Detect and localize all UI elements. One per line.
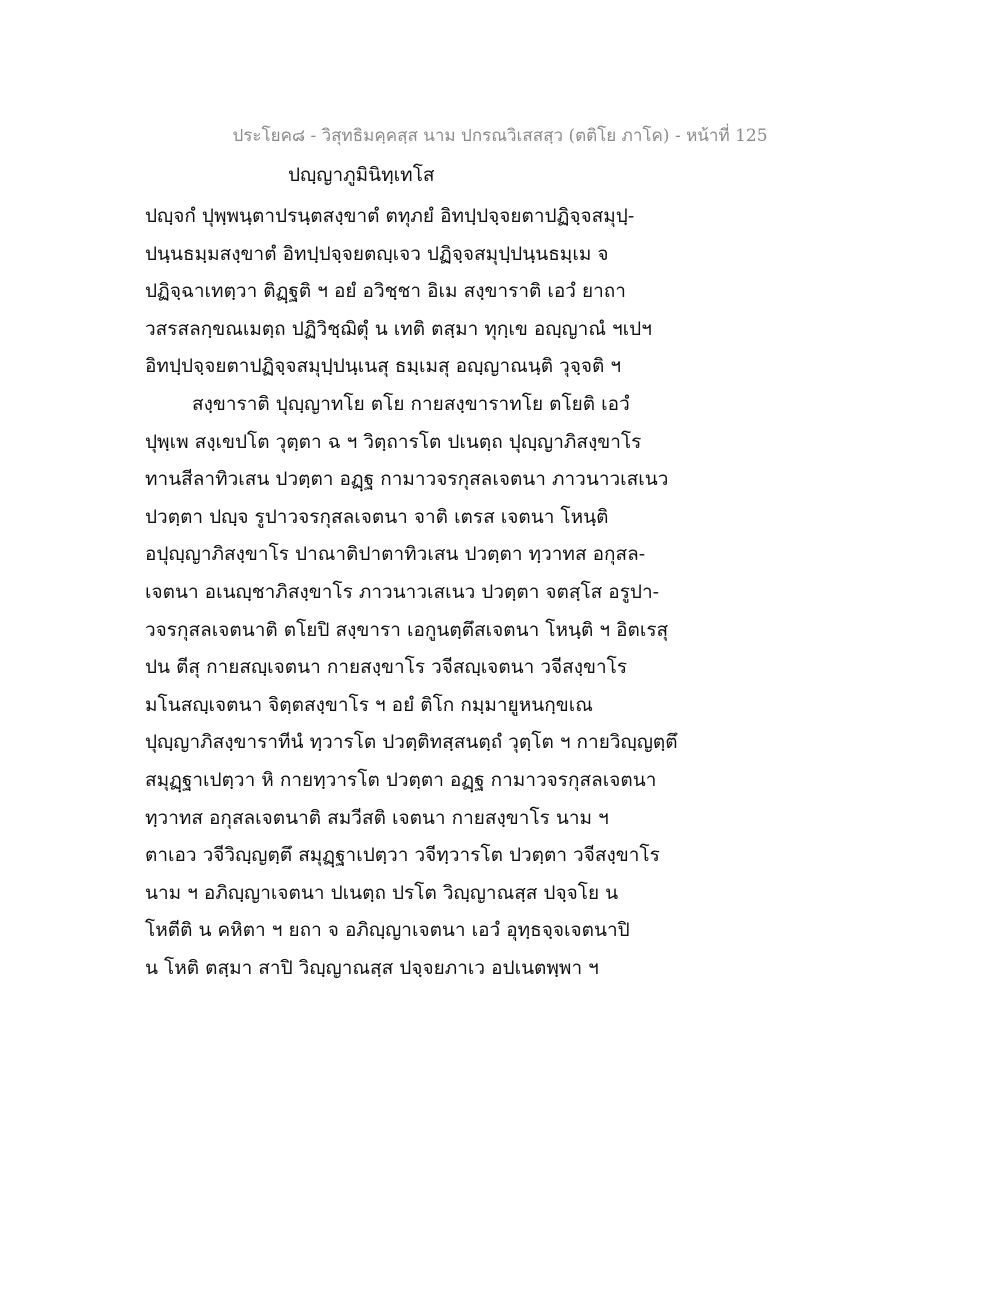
text-line: นาม ฯ อภิญฺญาเจตนา ปเนตฺถ ปรโต วิญฺญาณสฺส ปจฺจโย น <box>145 881 619 904</box>
running-header: ประโยค๘ - วิสุทธิมคฺคสฺส นาม ปกรณวิเสสสฺว (ตติโย ภาโค) - หน้าที่ 125 <box>232 126 768 146</box>
text-line: วจรกุสลเจตนาติ ตโยปิ สงฺขารา เอกูนตฺตึสเจตนา โหนฺติ ฯ อิตเรสุ <box>145 618 669 641</box>
text-line: ปนฺนธมฺมสงฺขาตํ อิทปฺปจฺจยตญฺเจว ปฏิจฺจสมุปฺปนฺนธมฺเม จ <box>145 242 609 265</box>
body-text <box>145 198 865 987</box>
text-line: อิทปฺปจฺจยตาปฏิจฺจสมุปฺปนฺเนสุ ธมฺเมสุ อญฺญาณนฺติ วุจฺจติ ฯ <box>145 355 622 378</box>
section-heading: ปญฺญาภูมินิทฺเทโส <box>288 164 435 186</box>
text-line: ปน ตีสุ กายสญฺเจตนา กายสงฺขาโร วจีสญฺเจตนา วจีสงฺขาโร <box>145 656 628 679</box>
text-line: เจตนา อเนญฺชาภิสงฺขาโร ภาวนาวเสเนว ปวตฺตา จตสฺโส อรูปา- <box>145 580 660 603</box>
text-line: มโนสญฺเจตนา จิตฺตสงฺขาโร ฯ อยํ ติโก กมฺมายูหนกฺขเณ <box>145 693 593 716</box>
text-line: สมุฏฺฐาเปตฺวา หิ กายทฺวารโต ปวตฺตา อฏฺฐ กามาวจรกุสลเจตนา <box>145 768 657 791</box>
text-line: โหตีติ น คหิตา ฯ ยถา จ อภิญฺญาเจตนา เอวํ อุทฺธจฺจเจตนาปิ <box>145 919 630 942</box>
text-line: ตาเอว วจีวิญฺญตฺตึ สมุฏฺฐาเปตฺวา วจีทฺวารโต ปวตฺตา วจีสงฺขาโร <box>145 844 660 867</box>
text-line: ทฺวาทส อกุสลเจตนาติ สมวีสติ เจตนา กายสงฺขาโร นาม ฯ <box>145 806 609 829</box>
text-line: ทานสีลาทิวเสน ปวตฺตา อฏฺฐ กามาวจรกุสลเจตนา ภาวนาวเสเนว <box>145 468 669 491</box>
text-line: ปญฺจกํ ปุพฺพนฺตาปรนฺตสงฺขาตํ ตทุภยํ อิทปฺปจฺจยตาปฏิจฺจสมุปฺ- <box>145 205 635 227</box>
text-line: อปุญฺญาภิสงฺขาโร ปาณาติปาตาทิวเสน ปวตฺตา ทฺวาทส อกุสล- <box>145 543 646 566</box>
text-line: น โหติ ตสฺมา สาปิ วิญฺญาณสฺส ปจฺจยภาเว อปเนตพฺพา ฯ <box>145 956 599 979</box>
text-line: ปุญฺญาภิสงฺขาราทีนํ ทฺวารโต ปวตฺติทสฺสนตฺถํ วุตฺโต ฯ กายวิญฺญตฺตึ <box>145 731 678 754</box>
paragraph-start-line: สงฺขาราติ ปุญฺญาทโย ตโย กายสงฺขาราทโย ตโยติ เอวํ <box>192 392 630 415</box>
text-line: วสรสลกฺขณเมตฺถ ปฏิวิชฺฌิตุํ น เทติ ตสฺมา ทุกฺเข อญฺญาณํ ฯเปฯ <box>145 317 652 340</box>
text-line: ปวตฺตา ปญฺจ รูปาวจรกุสลเจตนา จาติ เตรส เจตนา โหนฺติ <box>145 505 609 528</box>
text-line: ปฏิจฺฉาเทตฺวา ติฏฺฐติ ฯ อยํ อวิชฺชา อิเม สงฺขาราติ เอวํ ยาถา <box>145 280 626 303</box>
text-line: ปุพฺเพ สงฺเขปโต วุตฺตา ฉ ฯ วิตฺถารโต ปเนตฺถ ปุญฺญาภิสงฺขาโร <box>145 430 642 453</box>
